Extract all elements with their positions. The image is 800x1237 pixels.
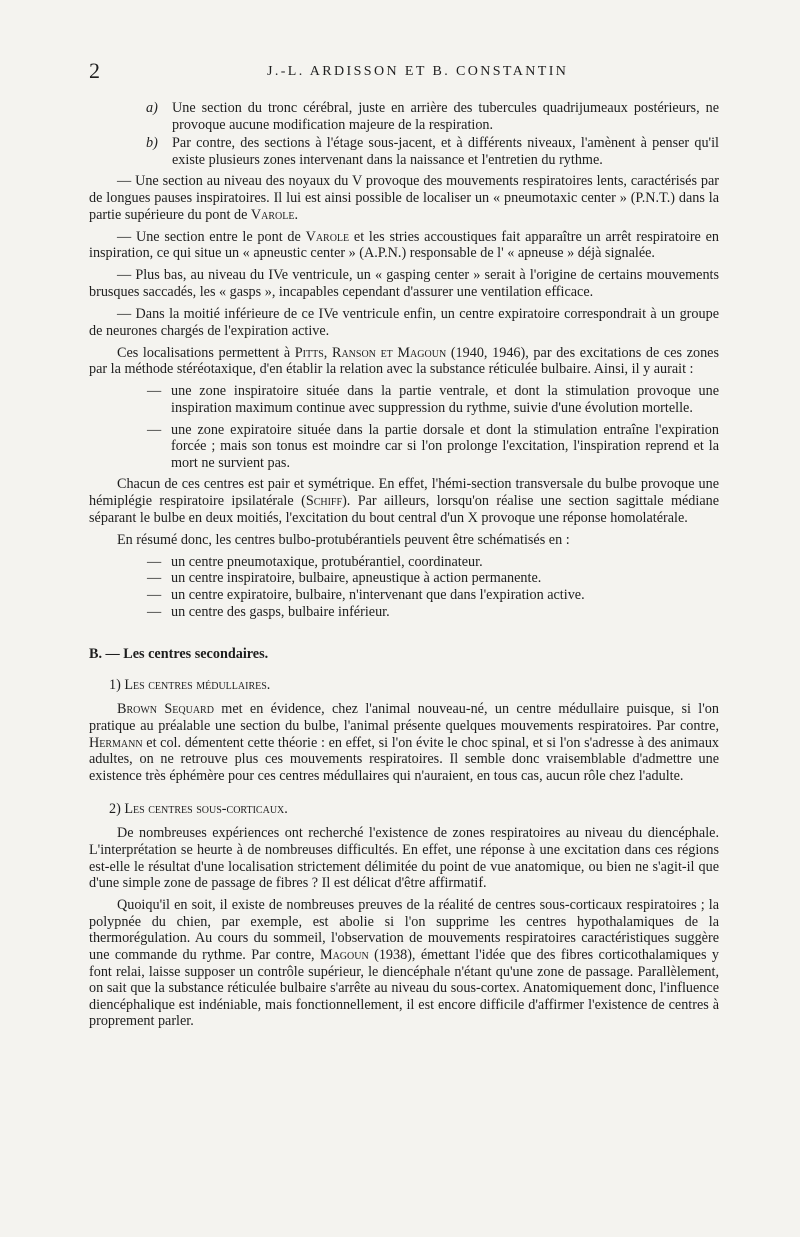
paragraph-medullaires: Brown Sequard met en évidence, chez l'animal nouveau-né, un centre médullaire puisque, si l'on pratique au préalable une section du bulbe, l'animal présente quelques mouvements respiratoires. Par contre, Hermann et col. démentent cette théorie : en effet, si l'on évite le choc spinal, et si l'on s'adresse à des animaux adultes, on ne retrouve plus ces mouvements respiratoires. Il semble donc vraisemblable d'admettre une existence très éphémère pour ces centres médullaires qui n'auraient, en tous cas, aucun rôle chez l'adulte.	[89, 701, 720, 784]
paragraph-gasping: — Plus bas, au niveau du IVe ventricule, un « gasping center » serait à l'origine de certains mouvements brusques saccadés, les « gasps », incapables cependant d'assurer une ventilation efficace.	[89, 267, 719, 300]
list-item-a: a) Une section du tronc cérébral, juste en arrière des tubercules quadrijumeaux postérieurs, ne provoque aucune modification majeure de la respiration.	[146, 100, 719, 133]
list-item-zone-inspiratoire: — une zone inspiratoire située dans la partie ventrale, et dont la stimulation provoque une inspiration maximum continue avec suppression du rythme, suivie d'une évolution mortelle.	[89, 383, 719, 416]
subsection-title-sous-corticaux: 2) Les centres sous-corticaux.	[109, 800, 288, 817]
list-item-centre: — un centre des gasps, bulbaire inférieur.	[89, 604, 719, 621]
running-head: J.-L. ARDISSON ET B. CONSTANTIN	[267, 64, 569, 79]
body-text	[89, 100, 719, 1036]
list-item-zone-expiratoire: — une zone expiratoire située dans la partie dorsale et dont la stimulation entraîne l'expiration forcée ; mais son tonus est moindre car si l'on prolonge l'excitation, l'inspiration reprend et la mort ne survient pas.	[89, 422, 719, 472]
page-number: 2	[89, 58, 100, 83]
paragraph-expiratory: — Dans la moitié inférieure de ce IVe ventricule enfin, un centre expiratoire correspondrait à un groupe de neurones chargés de l'expiration active.	[89, 306, 719, 339]
paragraph-apneustic: — Une section entre le pont de Varole et les stries accoustiques fait apparaître un arrêt respiratoire en inspiration, ce qui situe un « apneustic center » (A.P.N.) responsable de l' « apneuse » déjà signalée.	[89, 228, 720, 262]
list-item-b: b) Par contre, des sections à l'étage sous-jacent, et à différents niveaux, l'amènent à penser qu'il existe plusieurs zones intervenant dans la naissance et l'entretien du rythme.	[146, 135, 719, 168]
list-item-centre: — un centre pneumotaxique, protubérantiel, coordinateur.	[89, 554, 719, 571]
subsection-title-medullaires: 1) Les centres médullaires.	[109, 676, 271, 693]
paragraph-preuves: Quoiqu'il en soit, il existe de nombreuses preuves de la réalité de centres sous-corticaux respiratoires ; la polypnée du chien, par exemple, est abolie si l'on supprime les centres hypothalamiques de la thermorégulation. Au cours du sommeil, l'observation de mouvements respiratoires caractéristiques suggère une commande du rythme. Par contre, Magoun (1938), émettant l'idée que des fibres corticothalamiques y font relai, laisse supposer un contrôle supérieur, le diencéphale n'étant qu'une zone de passage. Parallèlement, on sait que la substance réticulée bulbaire s'arrête au niveau du sous-cortex. Anatomiquement donc, l'influence diencéphalique est indéniable, mais fonctionnellement, il est encore difficile d'affirmer l'existence de centres à proprement parler.	[89, 897, 719, 1030]
paragraph-diencephale: De nombreuses expériences ont recherché l'existence de zones respiratoires au niveau du diencéphale. L'interprétation se heurte à de nombreuses difficultés. En effet, une réponse à une excitation dans ces régions est-elle le résultat d'une localisation strictement délimitée du point de vue anatomique, ou bien ne s'agit-il que d'une simple zone de passage de fibres ? Il est délicat d'être affirmatif.	[89, 825, 719, 892]
page-header	[89, 58, 720, 84]
paragraph-pneumotaxic: — Une section au niveau des noyaux du V provoque des mouvements respiratoires lents, caractérisés par de longues pauses inspiratoires. Il lui est ainsi possible de localiser un « pneumotaxic center » (P.N.T.) dans la partie supérieure du pont de Varole.	[89, 173, 719, 223]
paragraph-symetrie: Chacun de ces centres est pair et symétrique. En effet, l'hémi-section transversale du bulbe provoque une hémiplégie respiratoire ipsilatérale (Schiff). Par ailleurs, lorsqu'on réalise une section sagittale médiane séparant le bulbe en deux moitiés, l'excitation du bout central d'un X provoque une réponse homolatérale.	[89, 476, 720, 526]
paragraph-resume: En résumé donc, les centres bulbo-protubérantiels peuvent être schématisés en :	[117, 531, 570, 548]
list-item-centre: — un centre expiratoire, bulbaire, n'intervenant que dans l'expiration active.	[89, 587, 719, 604]
paragraph-localisations: Ces localisations permettent à Pitts, Ranson et Magoun (1940, 1946), par des excitations de ces zones par la méthode stéréotaxique, d'en établir la relation avec la substance réticulée bulbaire. Ainsi, il y aurait :	[89, 344, 720, 378]
section-title: B. — Les centres secondaires.	[89, 646, 269, 663]
list-item-centre: — un centre inspiratoire, bulbaire, apneustique à action permanente.	[89, 570, 719, 587]
